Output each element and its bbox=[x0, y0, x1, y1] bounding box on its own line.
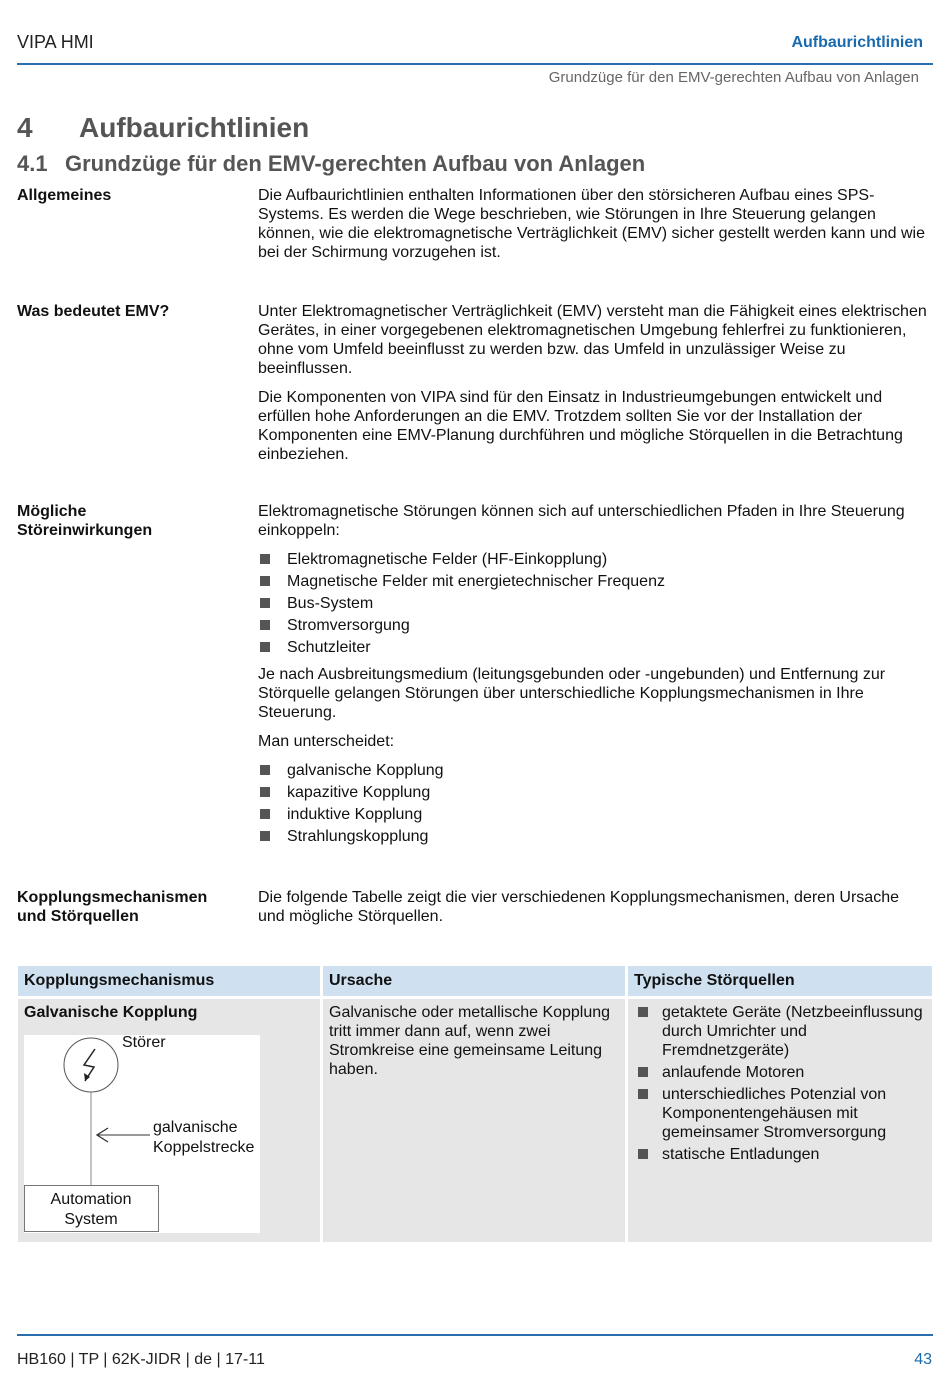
list-item: induktive Kopplung bbox=[258, 805, 930, 824]
page-number: 43 bbox=[914, 1351, 932, 1368]
header-chapter: Aufbaurichtlinien bbox=[791, 34, 923, 51]
system-label-1: Automation bbox=[50, 1191, 132, 1208]
label-stoereinwirkungen: Mögliche Störeinwirkungen bbox=[17, 503, 153, 539]
path-label-1: galvanische bbox=[153, 1119, 238, 1136]
list-item: kapazitive Kopplung bbox=[258, 783, 930, 802]
paragraph: Die folgende Tabelle zeigt die vier verschiedenen Kopplungsmechanismen, deren Ursache und mögliche Störquellen. bbox=[258, 889, 899, 925]
header-product: VIPA HMI bbox=[17, 32, 94, 52]
list-item: anlaufende Motoren bbox=[634, 1063, 926, 1082]
mechanism-name: Galvanische Kopplung bbox=[24, 1004, 198, 1021]
header-subtitle: Grundzüge für den EMV-gerechten Aufbau von Anlagen bbox=[548, 69, 919, 86]
label-kopplungsmechanismen: Kopplungsmechanismen und Störquellen bbox=[17, 889, 208, 925]
chapter-title: Aufbaurichtlinien bbox=[79, 112, 310, 143]
paragraph: Unter Elektromagnetischer Verträglichkeit (EMV) versteht man die Fähigkeit eines elektrischen Gerätes, in einer vorgegebenen elektromagnetischen Umgebung fehlerfrei zu funktionieren, ohne vom Umfeld beeinflusst zu werden bzw. das Umfeld in unzulässiger Weise zu beeinflussen. bbox=[258, 303, 927, 377]
list-item: Magnetische Felder mit energietechnischer Frequenz bbox=[258, 572, 930, 591]
system-label-2: System bbox=[64, 1211, 118, 1228]
paragraph: Elektromagnetische Störungen können sich auf unterschiedlichen Pfaden in Ihre Steuerung einkoppeln: bbox=[258, 503, 905, 539]
table-cell-sources bbox=[628, 999, 932, 1242]
chapter-number: 4 bbox=[17, 112, 33, 143]
footer-document-id: HB160 | TP | 62K-JIDR | de | 17-11 bbox=[17, 1351, 265, 1368]
list-item: getaktete Geräte (Netzbeeinflussung durch Umrichter und Fremdnetzgeräte) bbox=[634, 1003, 926, 1060]
section-heading bbox=[17, 151, 645, 177]
paragraph: Die Aufbaurichtlinien enthalten Informationen über den störsicheren Aufbau eines SPS-Systems. Es werden die Wege beschrieben, wie Störungen in Ihre Steuerung gelangen können, wie die elektromagnetische Verträglichkeit (EMV) sicher gestellt werden kann und wie bei der Schirmung vorzugehen ist. bbox=[258, 187, 926, 261]
coupling-types-list bbox=[258, 761, 930, 846]
diagram-svg bbox=[24, 1035, 260, 1233]
label-emv: Was bedeutet EMV? bbox=[17, 303, 170, 320]
cause-text: Galvanische oder metallische Kopplung tritt immer dann auf, wenn zwei Stromkreise eine gemeinsame Leitung haben. bbox=[329, 1004, 611, 1078]
list-item: Stromversorgung bbox=[258, 616, 930, 635]
source-label: Störer bbox=[122, 1035, 166, 1051]
text-kopplungsmechanismen bbox=[258, 888, 930, 936]
section-number: 4.1 bbox=[17, 151, 48, 176]
list-item: Strahlungskopplung bbox=[258, 827, 930, 846]
list-item: galvanische Kopplung bbox=[258, 761, 930, 780]
table-header-mechanism: Kopplungsmechanismus bbox=[18, 966, 320, 996]
coupling-paths-list bbox=[258, 550, 930, 657]
paragraph: Man unterscheidet: bbox=[258, 733, 395, 750]
text-allgemeines bbox=[258, 186, 930, 272]
interference-source-symbol bbox=[64, 1038, 118, 1092]
text-emv bbox=[258, 302, 930, 474]
paragraph: Je nach Ausbreitungsmedium (leitungsgebunden oder -ungebunden) und Entfernung zur Störquelle gelangen Störungen über unterschiedliche Kopplungsmechanismen in Ihre Steuerung. bbox=[258, 666, 886, 721]
paragraph: Die Komponenten von VIPA sind für den Einsatz in Industrieumgebungen entwickelt und erfüllen hohe Anforderungen an die EMV. Trotzdem sollten Sie vor der Installation der Komponenten eine EMV-Planung durchführen und mögliche Störquellen in die Betrachtung einbeziehen. bbox=[258, 389, 903, 463]
path-label-2: Koppelstrecke bbox=[153, 1139, 255, 1156]
chapter-heading bbox=[17, 112, 309, 144]
section-title: Grundzüge für den EMV-gerechten Aufbau von Anlagen bbox=[65, 151, 646, 176]
list-item: Bus-System bbox=[258, 594, 930, 613]
table-cell-mechanism bbox=[18, 999, 320, 1242]
list-item: statische Entladungen bbox=[634, 1145, 926, 1164]
label-allgemeines: Allgemeines bbox=[17, 187, 112, 204]
header-rule bbox=[17, 63, 933, 65]
table-header-cause: Ursache bbox=[323, 966, 625, 996]
table-cell-cause bbox=[323, 999, 625, 1242]
text-stoereinwirkungen bbox=[258, 502, 930, 854]
table-header-sources: Typische Störquellen bbox=[628, 966, 932, 996]
list-item: unterschiedliches Potenzial von Komponentengehäusen mit gemeinsamer Stromversorgung bbox=[634, 1085, 926, 1142]
list-item: Schutzleiter bbox=[258, 638, 930, 657]
sources-list bbox=[634, 1003, 926, 1164]
list-item: Elektromagnetische Felder (HF-Einkopplung) bbox=[258, 550, 930, 569]
footer-rule bbox=[17, 1334, 933, 1336]
galvanic-coupling-diagram bbox=[24, 1035, 260, 1233]
